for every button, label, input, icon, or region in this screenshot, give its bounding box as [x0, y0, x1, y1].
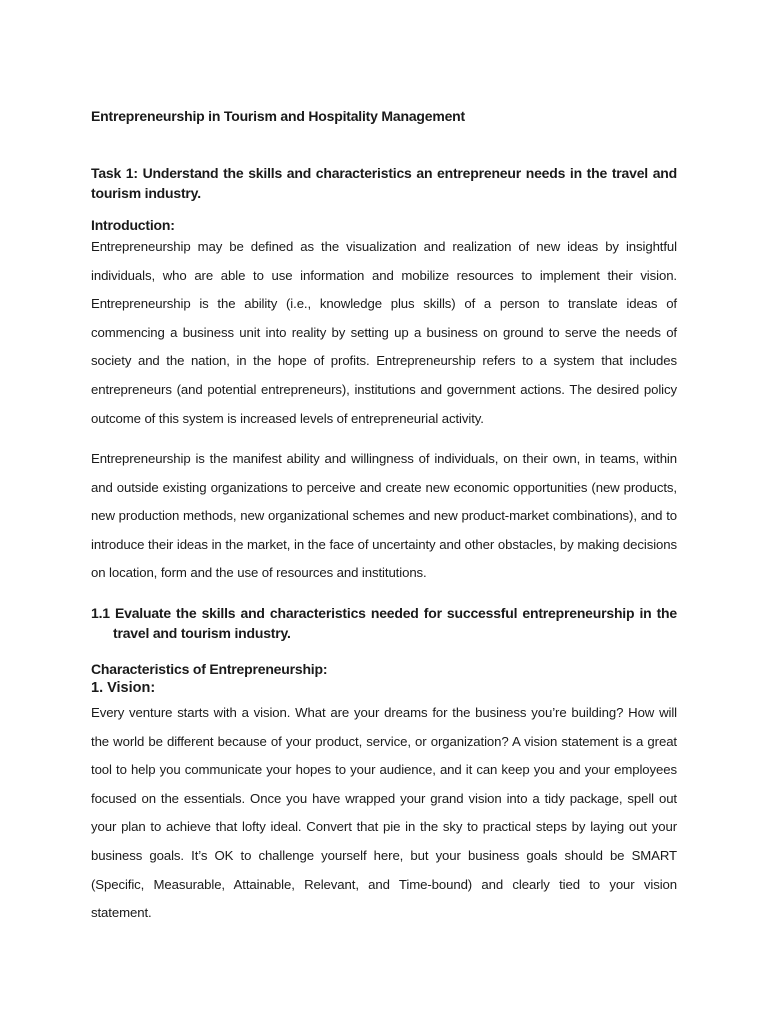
vision-paragraph: Every venture starts with a vision. What are your dreams for the business you’re building? How will the world be different because of your product, service, or organization? A vision statement is a great tool to help you communicate your hopes to your audience, and it can keep you and your employees focused on the essentials. Once you have wrapped your grand vision into a tidy package, spell out your plan to achieve that lofty ideal. Convert that pie in the sky to practical steps by laying out your business goals. It’s OK to challenge yourself here, but your business goals should be SMART (Specific, Measurable, Attainable, Relevant, and Time-bound) and clearly tied to your vision statement. — [91, 705, 677, 921]
vision-heading: 1. Vision: — [91, 680, 156, 696]
introduction-heading: Introduction: — [91, 217, 175, 233]
task-heading: Task 1: Understand the skills and characteristics an entrepreneur needs in the travel and tourism industry. — [91, 165, 677, 201]
document-title: Entrepreneurship in Tourism and Hospitality Management — [91, 108, 465, 124]
characteristics-heading: Characteristics of Entrepreneurship: — [91, 661, 328, 677]
introduction-paragraph-2: Entrepreneurship is the manifest ability and willingness of individuals, on their own, in teams, within and outside existing organizations to perceive and create new economic opportunities (new products, new production methods, new organizational schemes and new product-market combinations), and to introduce their ideas in the market, in the face of uncertainty and other obstacles, by making decisions on location, form and the use of resources and institutions. — [91, 451, 677, 581]
section-1-1-heading: 1.1 Evaluate the skills and characteristics needed for successful entrepreneurship in the travel and tourism industry. — [91, 605, 677, 641]
introduction-paragraph-1: Entrepreneurship may be defined as the visualization and realization of new ideas by insightful individuals, who are able to use information and mobilize resources to implement their vision. Entrepreneurship is the ability (i.e., knowledge plus skills) of a person to translate ideas of commencing a business unit into reality by setting up a business on ground to serve the needs of society and the nation, in the hope of profits. Entrepreneurship refers to a system that includes entrepreneurs (and potential entrepreneurs), institutions and government actions. The desired policy outcome of this system is increased levels of entrepreneurial activity. — [91, 239, 677, 426]
